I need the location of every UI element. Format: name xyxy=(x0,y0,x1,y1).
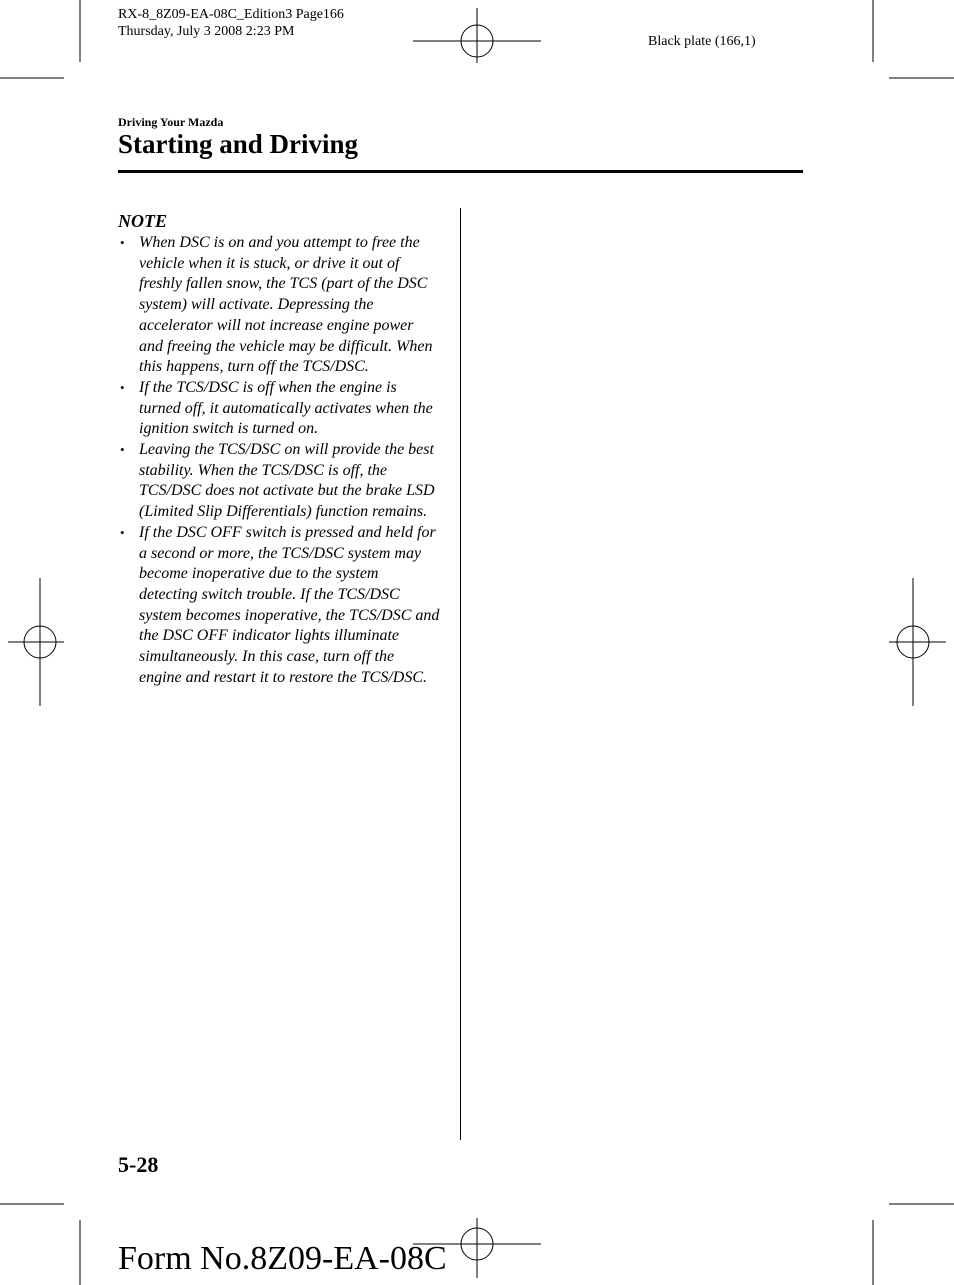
bullet-icon: • xyxy=(120,235,125,250)
note-item-text: When DSC is on and you attempt to free the vehicle when it is stuck, or drive it out of freshly fallen snow, the TCS (part of the DSC system) will activate. Depressing the accelerator will not increase engine power and freeing the vehicle may be difficult. When this happens, turn off the TCS/DSC. xyxy=(139,234,433,376)
note-list xyxy=(118,233,440,688)
page-number: 5-28 xyxy=(118,1152,159,1177)
bullet-icon: • xyxy=(120,442,125,458)
note-item xyxy=(118,440,440,523)
note-item-text: If the TCS/DSC is off when the engine is turned off, it automatically activates when the ignition switch is turned on. xyxy=(139,378,433,438)
note-heading: NOTE xyxy=(118,211,167,231)
note-item xyxy=(118,378,440,440)
section-label: Driving Your Mazda xyxy=(118,115,224,129)
print-job-info xyxy=(118,6,344,40)
title-rule xyxy=(118,170,803,173)
print-info-filename: RX-8_8Z09-EA-08C_Edition3 Page166 xyxy=(118,7,344,22)
note-box xyxy=(118,209,440,688)
page-title: Starting and Driving xyxy=(118,129,359,159)
column-divider xyxy=(460,208,461,1140)
note-item-text: If the DSC OFF switch is pressed and held for a second or more, the TCS/DSC system may become inoperative due to the system detecting switch trouble. If the TCS/DSC system becomes inoperative, the TCS/DSC and the DSC OFF indicator lights illuminate simultaneously. In this case, turn off the engine and restart it to restore the TCS/DSC. xyxy=(139,523,440,686)
note-item xyxy=(118,523,440,689)
plate-label: Black plate (166,1) xyxy=(648,34,756,49)
print-info-timestamp: Thursday, July 3 2008 2:23 PM xyxy=(118,24,295,39)
note-item xyxy=(118,233,440,378)
bullet-icon: • xyxy=(120,379,125,395)
bullet-icon: • xyxy=(120,524,125,540)
note-item-text: Leaving the TCS/DSC on will provide the best stability. When the TCS/DSC is off, the TCS/DSC does not activate but the brake LSD (Limited Slip Differentials) function remains. xyxy=(139,441,435,521)
form-number: Form No.8Z09-EA-08C xyxy=(118,1240,447,1277)
